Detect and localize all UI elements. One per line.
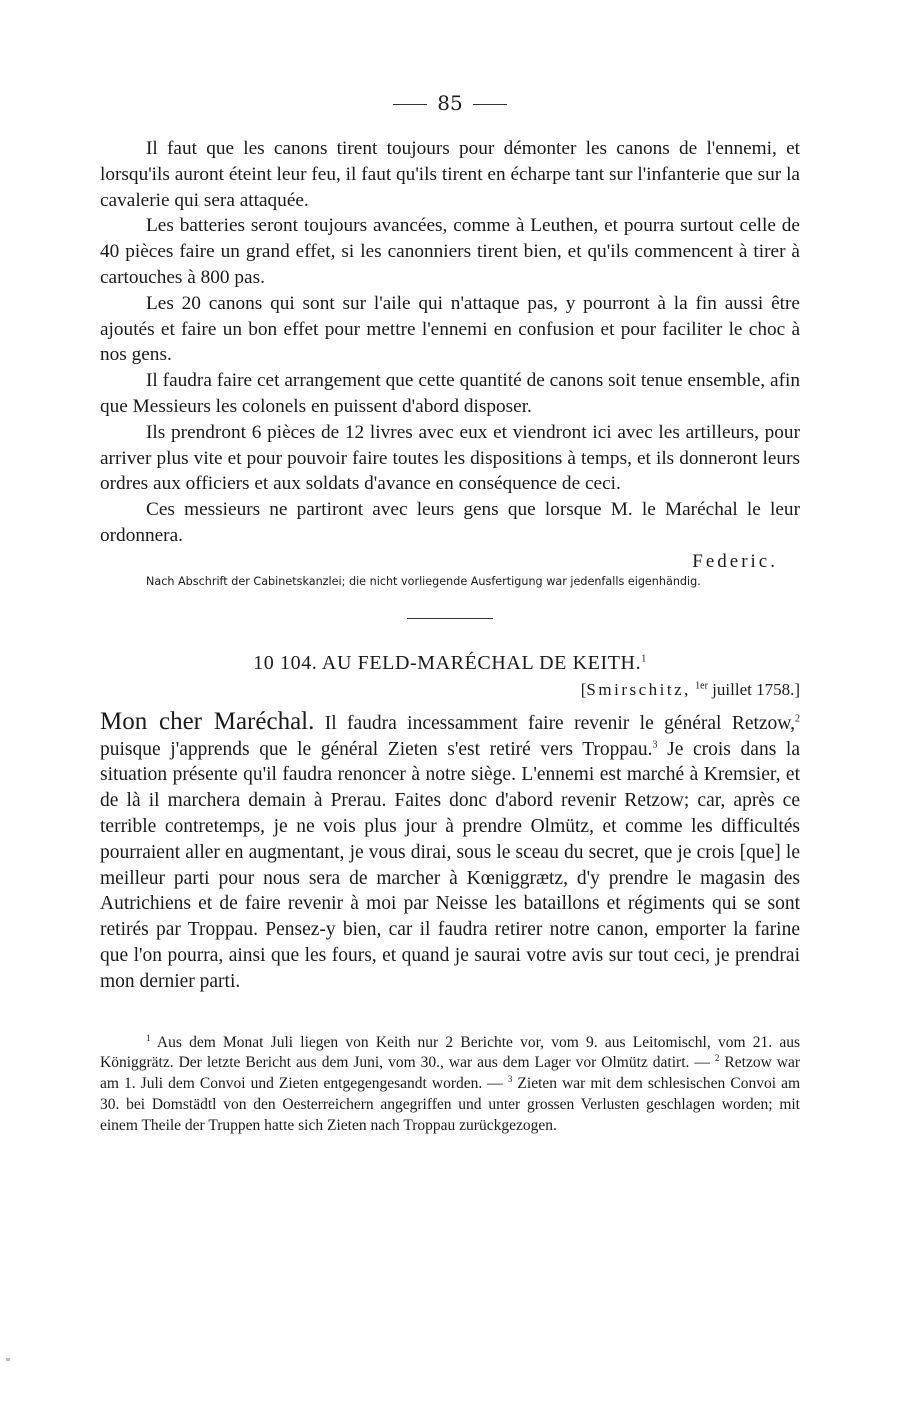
page-number: 85 [437, 91, 463, 115]
letter-heading [100, 649, 800, 677]
footnotes [100, 1033, 800, 1137]
footnote-text: Zieten war mit dem schlesischen Convoi am 30. bei Domstädtl von den Oesterreichern angegriffen und unter grossen Verlusten geschlagen worden; mit einem Theile der Truppen hatte sich Zieten nach Troppau zurückgezogen. [100, 1075, 801, 1134]
section-divider [407, 618, 493, 619]
paragraph: Les 20 canons qui sont sur l'aile qui n'attaque pas, y pourront à la fin aussi être ajoutés et faire un bon effet pour mettre l'ennemi en confusion et pour faciliter le choc à nos gens. [100, 292, 800, 366]
letter-body [100, 709, 800, 995]
footnote-text: Retzow war am 1. Juli dem Convoi und Zieten entgegengesandt worden. — [100, 1054, 801, 1093]
paragraph: Les batteries seront toujours avancées, comme à Leuthen, et pourra surtout celle de 40 pièces faire un grand effet, si les canonniers tirent bien, et qu'ils commencent à tirer à cartouches à 800 pas. [100, 215, 800, 288]
page-header [100, 88, 800, 118]
letter-text: Je crois dans la situation présente qu'il faudra renoncer à notre siège. L'ennemi est marché à Kremsier, et de là il marchera demain à Prerau. Faites donc d'abord revenir Retzow; car, après ce terrible contretemps, je ne vois plus jour à prendre Olmütz, et comme les difficultés pourraient aller en augmentant, je vous dirai, sous le sceau du secret, que je crois [que] le meilleur parti pour nous sera de marcher à Kœniggrætz, d'y prendre le magasin des Autrichiens et de faire revenir à moi par Neisse les bataillons et régiments qui se sont retirés par Troppau. Pensez-y bien, car il faudra retirer notre canon, emporter la farine que l'on pourra, ainsi que les fours, et quand je saurai votre avis sur tout ceci, je prendrai mon dernier parti. [100, 738, 801, 992]
letter-title: AU FELD-MARÉCHAL DE KEITH. [321, 651, 642, 674]
scan-speck [6, 1358, 10, 1361]
dateline-place: Smirschitz, [586, 679, 691, 699]
paragraph: Il faudra faire cet arrangement que cette quantité de canons soit tenue ensemble, afin que Messieurs les colonels en puissent d'abord disposer. [100, 370, 800, 417]
footnote-number: 2 [714, 1053, 720, 1064]
paragraph: Ils prendront 6 pièces de 12 livres avec eux et viendront ici avec les artilleurs, pour arriver plus vite et pour pouvoir faire toutes les dispositions à temps, et ils donneront leurs ordres aux officiers et aux soldats d'avance en conséquence de ceci. [100, 421, 800, 495]
header-dash-left [393, 104, 427, 105]
footnote-marker: 1 [641, 653, 647, 665]
dateline-date: juillet 1758.] [712, 679, 800, 699]
dateline-bracket: [ [580, 679, 587, 699]
paragraph: Il faut que les canons tirent toujours pour démonter les canons de l'ennemi, et lorsqu'ils auront éteint leur feu, il faut qu'ils tirent en écharpe tant sur l'infanterie que sur la cavalerie qui sera attaquée. [100, 138, 800, 211]
footnote-number: 3 [507, 1073, 513, 1084]
header-dash-right [473, 104, 507, 105]
dateline-day: 1er [695, 680, 708, 692]
footnote-number: 1 [146, 1032, 151, 1043]
letter-text: Il faudra incessamment faire revenir le général Retzow, [324, 712, 796, 734]
letter-number: 10 104. [253, 651, 318, 674]
footnote-text: Aus dem Monat Juli liegen von Keith nur 2 Berichte vor, vom 9. aus Leitomischl, vom 21. aus Königgrätz. Der letzte Bericht aus dem Juni, vom 30., war aus dem Lager vor Olmütz datirt. — [100, 1033, 800, 1072]
document-page [100, 88, 800, 1137]
instructions-section [100, 136, 800, 549]
dateline [100, 677, 800, 703]
salutation: Mon cher Maréchal. [100, 707, 315, 735]
letter-text: puisque j'apprends que le général Zieten s'est retiré vers Troppau. [100, 738, 653, 760]
footnote-marker: 3 [652, 739, 658, 751]
signature: Federic. [692, 550, 778, 572]
paragraph: Ces messieurs ne partiront avec leurs gens que lorsque M. le Maréchal le leur ordonnera. [100, 499, 800, 546]
footnote-marker: 2 [795, 713, 801, 725]
source-note: Nach Abschrift der Cabinetskanzlei; die nicht vorliegende Ausfertigung war jedenfalls eigenhändig. [146, 574, 701, 588]
